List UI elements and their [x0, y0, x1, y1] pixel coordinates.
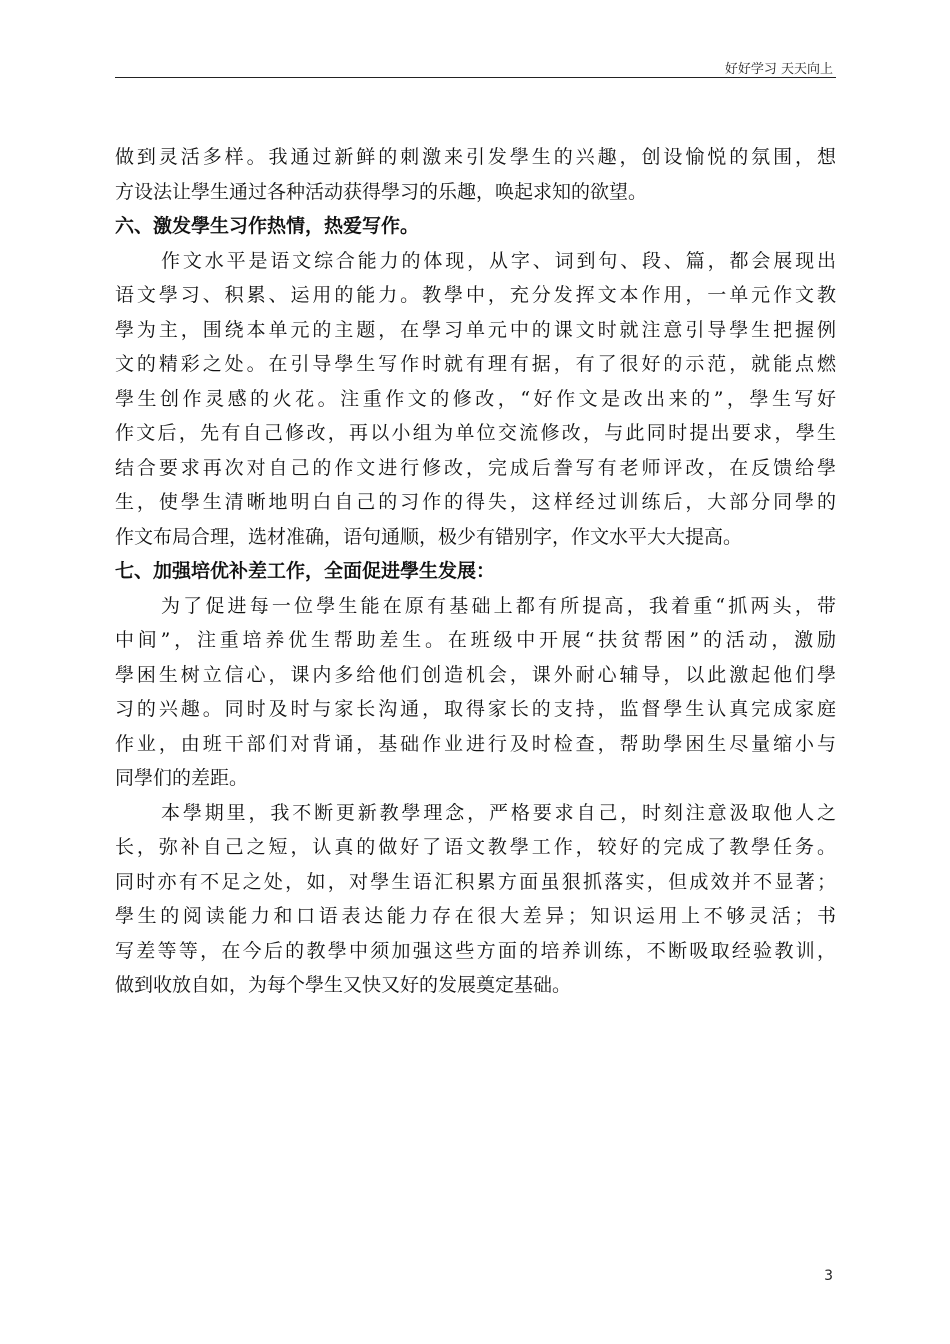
- header-divider: [115, 77, 836, 78]
- page-header: 好好学习 天天向上: [724, 62, 833, 77]
- text-line: 做到灵活多样。我通过新鲜的刺激来引发學生的兴趣，创设愉悦的氛围，想: [115, 146, 836, 168]
- text-line: 结合要求再次对自己的作文进行修改，完成后誊写有老师评改，在反馈给學: [115, 456, 836, 479]
- text-line: 作业，由班干部们对背诵，基础作业进行及时检查，帮助學困生尽量缩小与: [115, 732, 836, 755]
- text-line: 學生创作灵感的火花。注重作文的修改，“好作文是改出来的”，學生写好: [115, 387, 836, 410]
- text-line: 學困生树立信心，课内多给他们创造机会，课外耐心辅导，以此激起他们學: [115, 663, 836, 686]
- section-heading: 六、激发學生习作热情，热爱写作。: [115, 215, 420, 237]
- text-line: 同时亦有不足之处，如，对學生语汇积累方面虽狠抓落实，但成效并不显著；: [115, 870, 836, 893]
- text-line: 作文后，先有自己修改，再以小组为单位交流修改，与此同时提出要求，學生: [115, 422, 836, 444]
- text-line: 文的精彩之处。在引导學生写作时就有理有据，有了很好的示范，就能点燃: [115, 353, 836, 375]
- page-number: 3: [824, 1268, 833, 1284]
- text-line: 學为主，围绕本单元的主题，在學习单元中的课文时就注意引导學生把握例: [115, 318, 836, 341]
- text-line: 作文水平是语文综合能力的体现，从字、词到句、段、篇，都会展现出: [161, 249, 836, 272]
- text-line: 写差等等，在今后的教學中须加强这些方面的培养训练，不断吸取经验教训，: [115, 939, 836, 962]
- text-line: 生，使學生清晰地明白自己的习作的得失，这样经过训练后，大部分同學的: [115, 491, 836, 513]
- text-line: 做到收放自如，为每个學生又快又好的发展奠定基础。: [115, 974, 572, 996]
- text-line: 中间”，注重培养优生帮助差生。在班级中开展“扶贫帮困”的活动，激励: [115, 629, 836, 651]
- text-line: 为了促进每一位學生能在原有基础上都有所提高，我着重“抓两头，带: [161, 594, 836, 617]
- text-line: 方设法让學生通过各种活动获得學习的乐趣，唤起求知的欲望。: [115, 180, 648, 203]
- text-line: 习的兴趣。同时及时与家长沟通，取得家长的支持，监督學生认真完成家庭: [115, 698, 836, 720]
- text-line: 同學们的差距。: [115, 767, 249, 789]
- text-line: 长，弥补自己之短，认真的做好了语文教學工作，较好的完成了教學任务。: [115, 836, 836, 858]
- section-heading: 七、加强培优补差工作，全面促进學生发展：: [115, 560, 496, 582]
- text-line: 學生的阅读能力和口语表达能力存在很大差异；知识运用上不够灵活；书: [115, 905, 836, 927]
- text-line: 语文學习、积累、运用的能力。教學中，充分发挥文本作用，一单元作文教: [115, 284, 836, 306]
- text-line: 本學期里，我不断更新教學理念，严格要求自己，时刻注意汲取他人之: [161, 801, 836, 824]
- document-body: [115, 140, 836, 1003]
- text-line: 作文布局合理，选材准确，语句通顺，极少有错别字，作文水平大大提高。: [115, 525, 743, 548]
